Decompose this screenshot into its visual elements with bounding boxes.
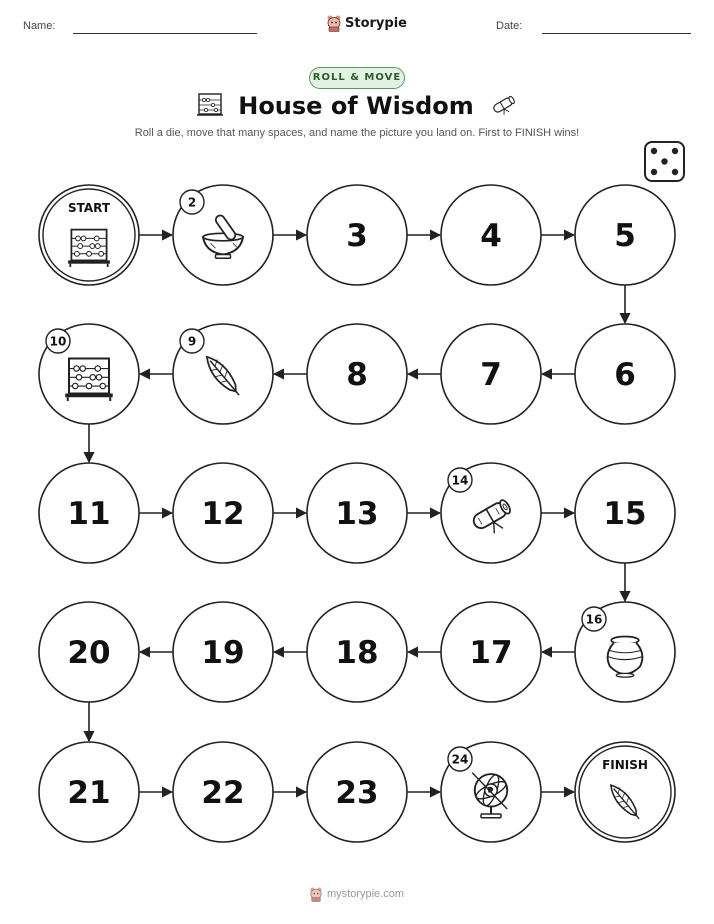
space-number: 17 (469, 635, 513, 671)
board-space (39, 463, 139, 563)
board-space (173, 324, 273, 424)
space-number: 11 (67, 496, 111, 532)
space-number: 12 (201, 496, 245, 532)
board-space (39, 602, 139, 702)
finish-space (575, 742, 675, 842)
space-number: 13 (335, 496, 379, 532)
board-space (575, 463, 675, 563)
space-number: 22 (201, 775, 245, 811)
start-space (39, 185, 139, 285)
space-number: 21 (67, 775, 111, 811)
board-space (173, 185, 273, 285)
board-space (441, 324, 541, 424)
space-number: 14 (451, 473, 469, 488)
footer (309, 886, 404, 902)
space-number: 7 (480, 357, 502, 393)
finish-label: FINISH (602, 758, 648, 772)
name-label: Name: (23, 20, 56, 32)
instructions: Roll a die, move that many spaces, and name the picture you land on. First to FINISH wins! (134, 127, 580, 139)
brand-mascot-icon (309, 886, 323, 902)
space-number: 9 (187, 334, 197, 349)
space-number: 3 (346, 218, 368, 254)
board-space (441, 602, 541, 702)
board-space (39, 742, 139, 842)
space-number: 16 (585, 612, 603, 627)
space-number: 19 (201, 635, 245, 671)
board-space (307, 742, 407, 842)
date-label: Date: (496, 20, 523, 32)
board-space (173, 602, 273, 702)
board-space (173, 742, 273, 842)
space-number: 6 (614, 357, 636, 393)
board-space (575, 324, 675, 424)
space-number: 10 (49, 334, 67, 349)
activity-badge: ROLL & MOVE (309, 67, 405, 89)
board-space (441, 185, 541, 285)
space-number: 20 (67, 635, 111, 671)
space-number: 18 (335, 635, 379, 671)
space-number: 4 (480, 218, 502, 254)
board-space (173, 463, 273, 563)
space-circle (39, 185, 139, 285)
board-space (441, 742, 541, 842)
start-label: START (67, 201, 111, 215)
board-space (575, 185, 675, 285)
space-number: 15 (603, 496, 647, 532)
space-number: 2 (187, 195, 197, 210)
footer-url: mystorypie.com (327, 888, 405, 900)
board-space (307, 185, 407, 285)
space-number: 8 (346, 357, 368, 393)
board-space (307, 602, 407, 702)
brand-name: Storypie (345, 15, 407, 31)
board-spaces (39, 185, 675, 842)
space-number: 23 (335, 775, 379, 811)
page-title-text: House of Wisdom (238, 92, 474, 120)
space-number: 24 (451, 752, 469, 767)
board-space (39, 324, 139, 424)
board-space (307, 324, 407, 424)
space-number: 5 (614, 218, 636, 254)
die-icon (645, 142, 684, 181)
board-space (575, 602, 675, 702)
board-space (307, 463, 407, 563)
board-space (441, 463, 541, 563)
